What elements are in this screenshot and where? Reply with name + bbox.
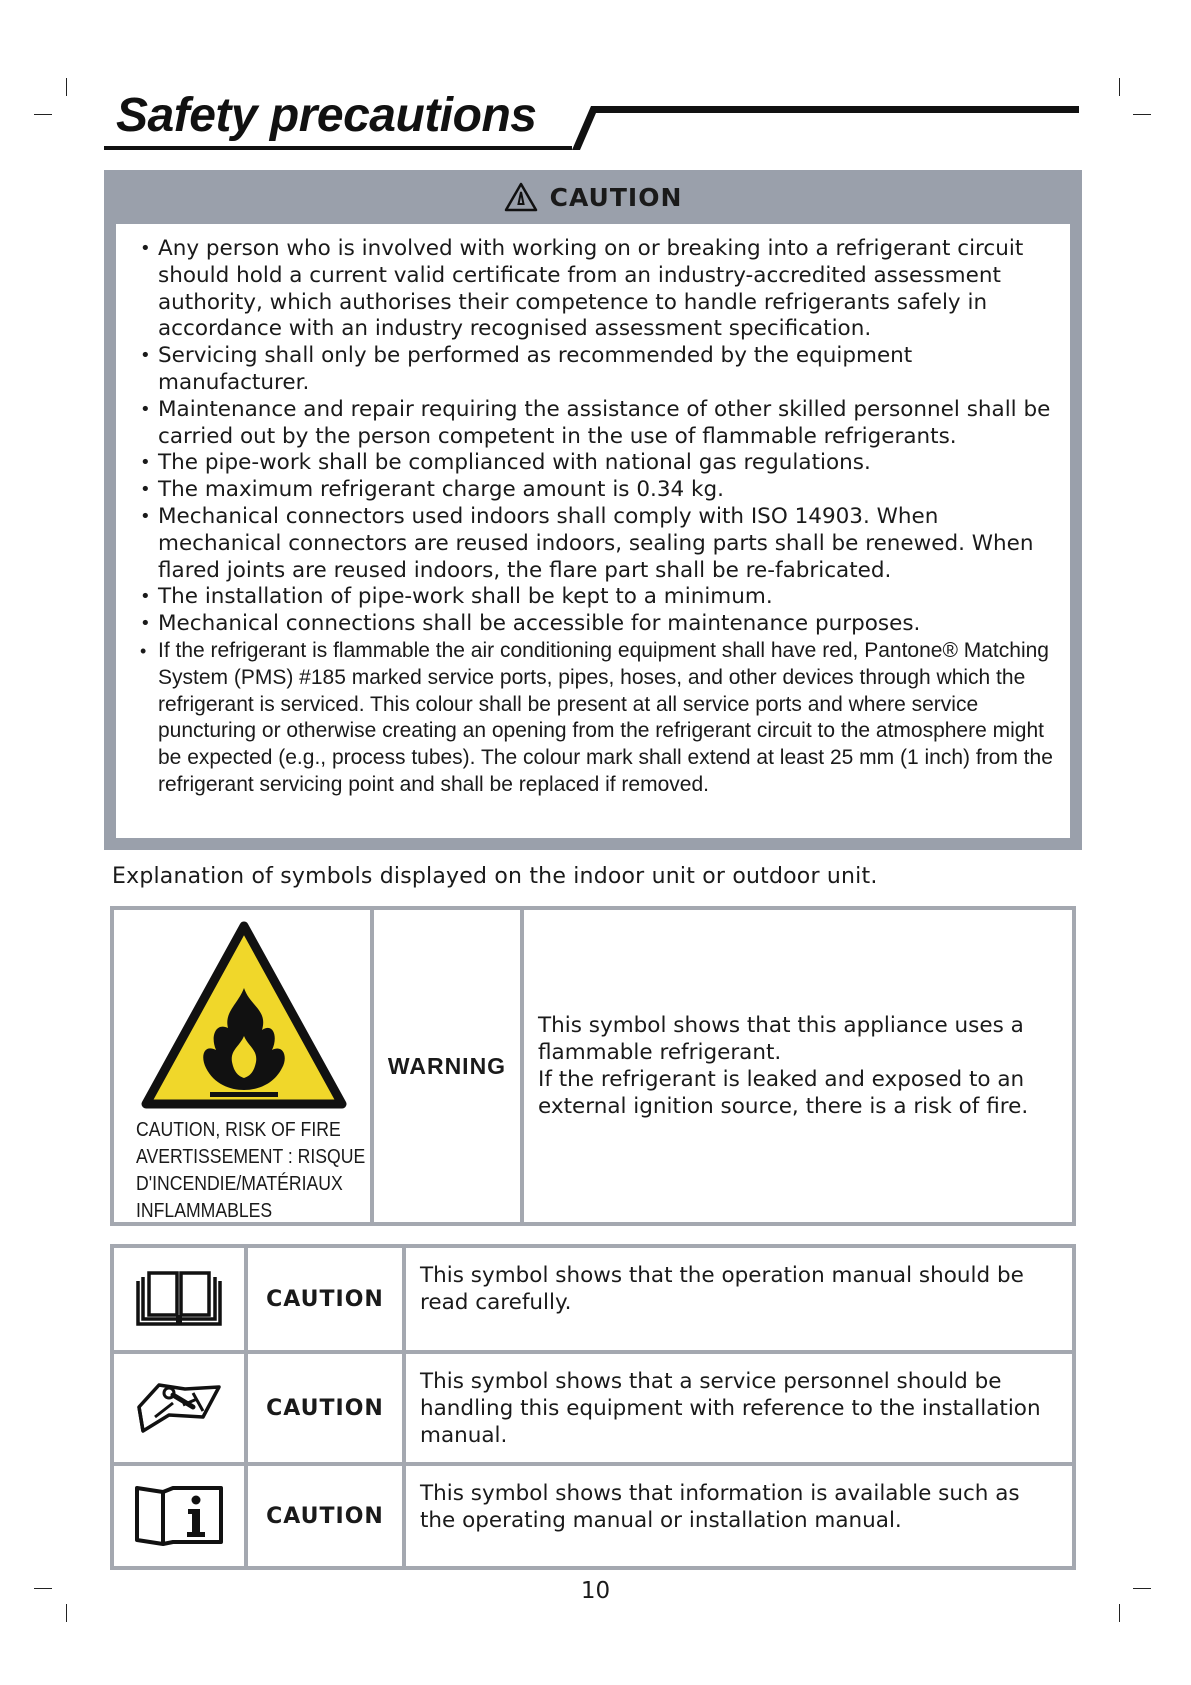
description-line: flammable refrigerant.	[538, 1040, 782, 1065]
caution-label: CAUTION	[266, 1503, 384, 1529]
symbol-description: This symbol shows that a service personnel should be handling this equipment with reference to the installation manual.	[420, 1369, 1041, 1448]
crop-mark	[66, 78, 67, 96]
icon-cell	[112, 1352, 246, 1464]
icon-cell	[112, 1464, 246, 1568]
caution-label: CAUTION	[266, 1395, 384, 1421]
caution-box	[104, 170, 1082, 850]
caution-heading: CAUTION	[549, 182, 683, 212]
list-item: • If the refrigerant is flammable the air conditioning equipment shall have red, Pantone® Matching System (PMS) #185 marked service ports, pipes, hoses, and other devices through which the refrigerant is serviced. This colour shall be present at all service ports and where service puncturing or otherwise creating an opening from the refrigerant circuit to the atmosphere might be expected (e.g., process tubes). The colour mark shall extend at least 25 mm (1 inch) from the refrigerant servicing point and shall be replaced if removed.	[138, 638, 1060, 799]
label-cell	[246, 1246, 404, 1352]
description-cell	[404, 1352, 1074, 1464]
list-item: • The installation of pipe-work shall be kept to a minimum.	[138, 584, 1060, 611]
service-manual-icon	[133, 1377, 225, 1435]
caption-line: INFLAMMABLES	[136, 1199, 273, 1222]
info-manual-icon	[133, 1482, 225, 1546]
table-row	[112, 1246, 1074, 1352]
fire-warning-caption	[136, 1116, 365, 1224]
warning-label-cell	[372, 908, 522, 1224]
warning-triangle-icon	[504, 182, 538, 212]
list-item: • Maintenance and repair requiring the assistance of other skilled personnel shall be carried out by the person competent in the use of flammable refrigerants.	[138, 397, 1060, 451]
list-item: • Mechanical connectors used indoors shall comply with ISO 14903. When mechanical connectors are reused indoors, sealing parts shall be renewed. When flared joints are reused indoors, the flare part shall be re-fabricated.	[138, 504, 1060, 584]
description-line: If the refrigerant is leaked and exposed to an	[538, 1067, 1025, 1092]
table-row	[112, 1352, 1074, 1464]
list-item: • Mechanical connections shall be accessible for maintenance purposes.	[138, 611, 1060, 638]
caption-line: CAUTION, RISK OF FIRE	[136, 1118, 341, 1141]
list-item: • Any person who is involved with working on or breaking into a refrigerant circuit should hold a current valid certificate from an industry-accredited assessment authority, which authorises their competence to handle refrigerants safely in accordance with an industry recognised assessment specification.	[138, 236, 1060, 343]
caution-symbol-table	[110, 1244, 1076, 1570]
caption-line: D'INCENDIE/MATÉRIAUX	[136, 1172, 343, 1195]
crop-mark	[1119, 1604, 1120, 1622]
description-cell	[404, 1464, 1074, 1568]
caption-line: AVERTISSEMENT : RISQUE	[136, 1145, 366, 1168]
symbols-explanation: Explanation of symbols displayed on the indoor unit or outdoor unit.	[112, 864, 878, 889]
warning-description	[538, 1012, 1060, 1120]
description-cell	[404, 1246, 1074, 1352]
label-cell	[246, 1464, 404, 1568]
description-line: external ignition source, there is a risk of fire.	[538, 1094, 1029, 1119]
caution-content	[116, 224, 1070, 838]
page-number: 10	[580, 1578, 611, 1604]
caution-list	[116, 224, 1070, 799]
description-line: This symbol shows that this appliance uses a	[538, 1013, 1024, 1038]
warning-symbol-table	[110, 906, 1076, 1226]
crop-mark	[1133, 114, 1151, 115]
flammable-fire-icon	[138, 918, 350, 1114]
icon-cell	[112, 1246, 246, 1352]
list-item: • The pipe-work shall be complianced with national gas regulations.	[138, 450, 1060, 477]
caution-header	[104, 170, 1082, 224]
open-book-icon	[135, 1267, 223, 1327]
fire-symbol-cell	[112, 908, 372, 1224]
symbol-description: This symbol shows that information is available such as the operating manual or installation manual.	[420, 1481, 1020, 1533]
label-cell	[246, 1352, 404, 1464]
warning-description-cell	[522, 908, 1074, 1224]
list-item: • Servicing shall only be performed as recommended by the equipment manufacturer.	[138, 343, 1060, 397]
table-row	[112, 1464, 1074, 1568]
crop-mark	[1119, 78, 1120, 96]
caution-label: CAUTION	[266, 1286, 384, 1312]
list-item: • The maximum refrigerant charge amount is 0.34 kg.	[138, 477, 1060, 504]
warning-label: WARNING	[387, 1052, 507, 1079]
crop-mark	[34, 114, 52, 115]
crop-mark	[66, 1604, 67, 1622]
page-title: Safety precautions	[116, 89, 537, 142]
symbol-description: This symbol shows that the operation manual should be read carefully.	[420, 1263, 1024, 1315]
